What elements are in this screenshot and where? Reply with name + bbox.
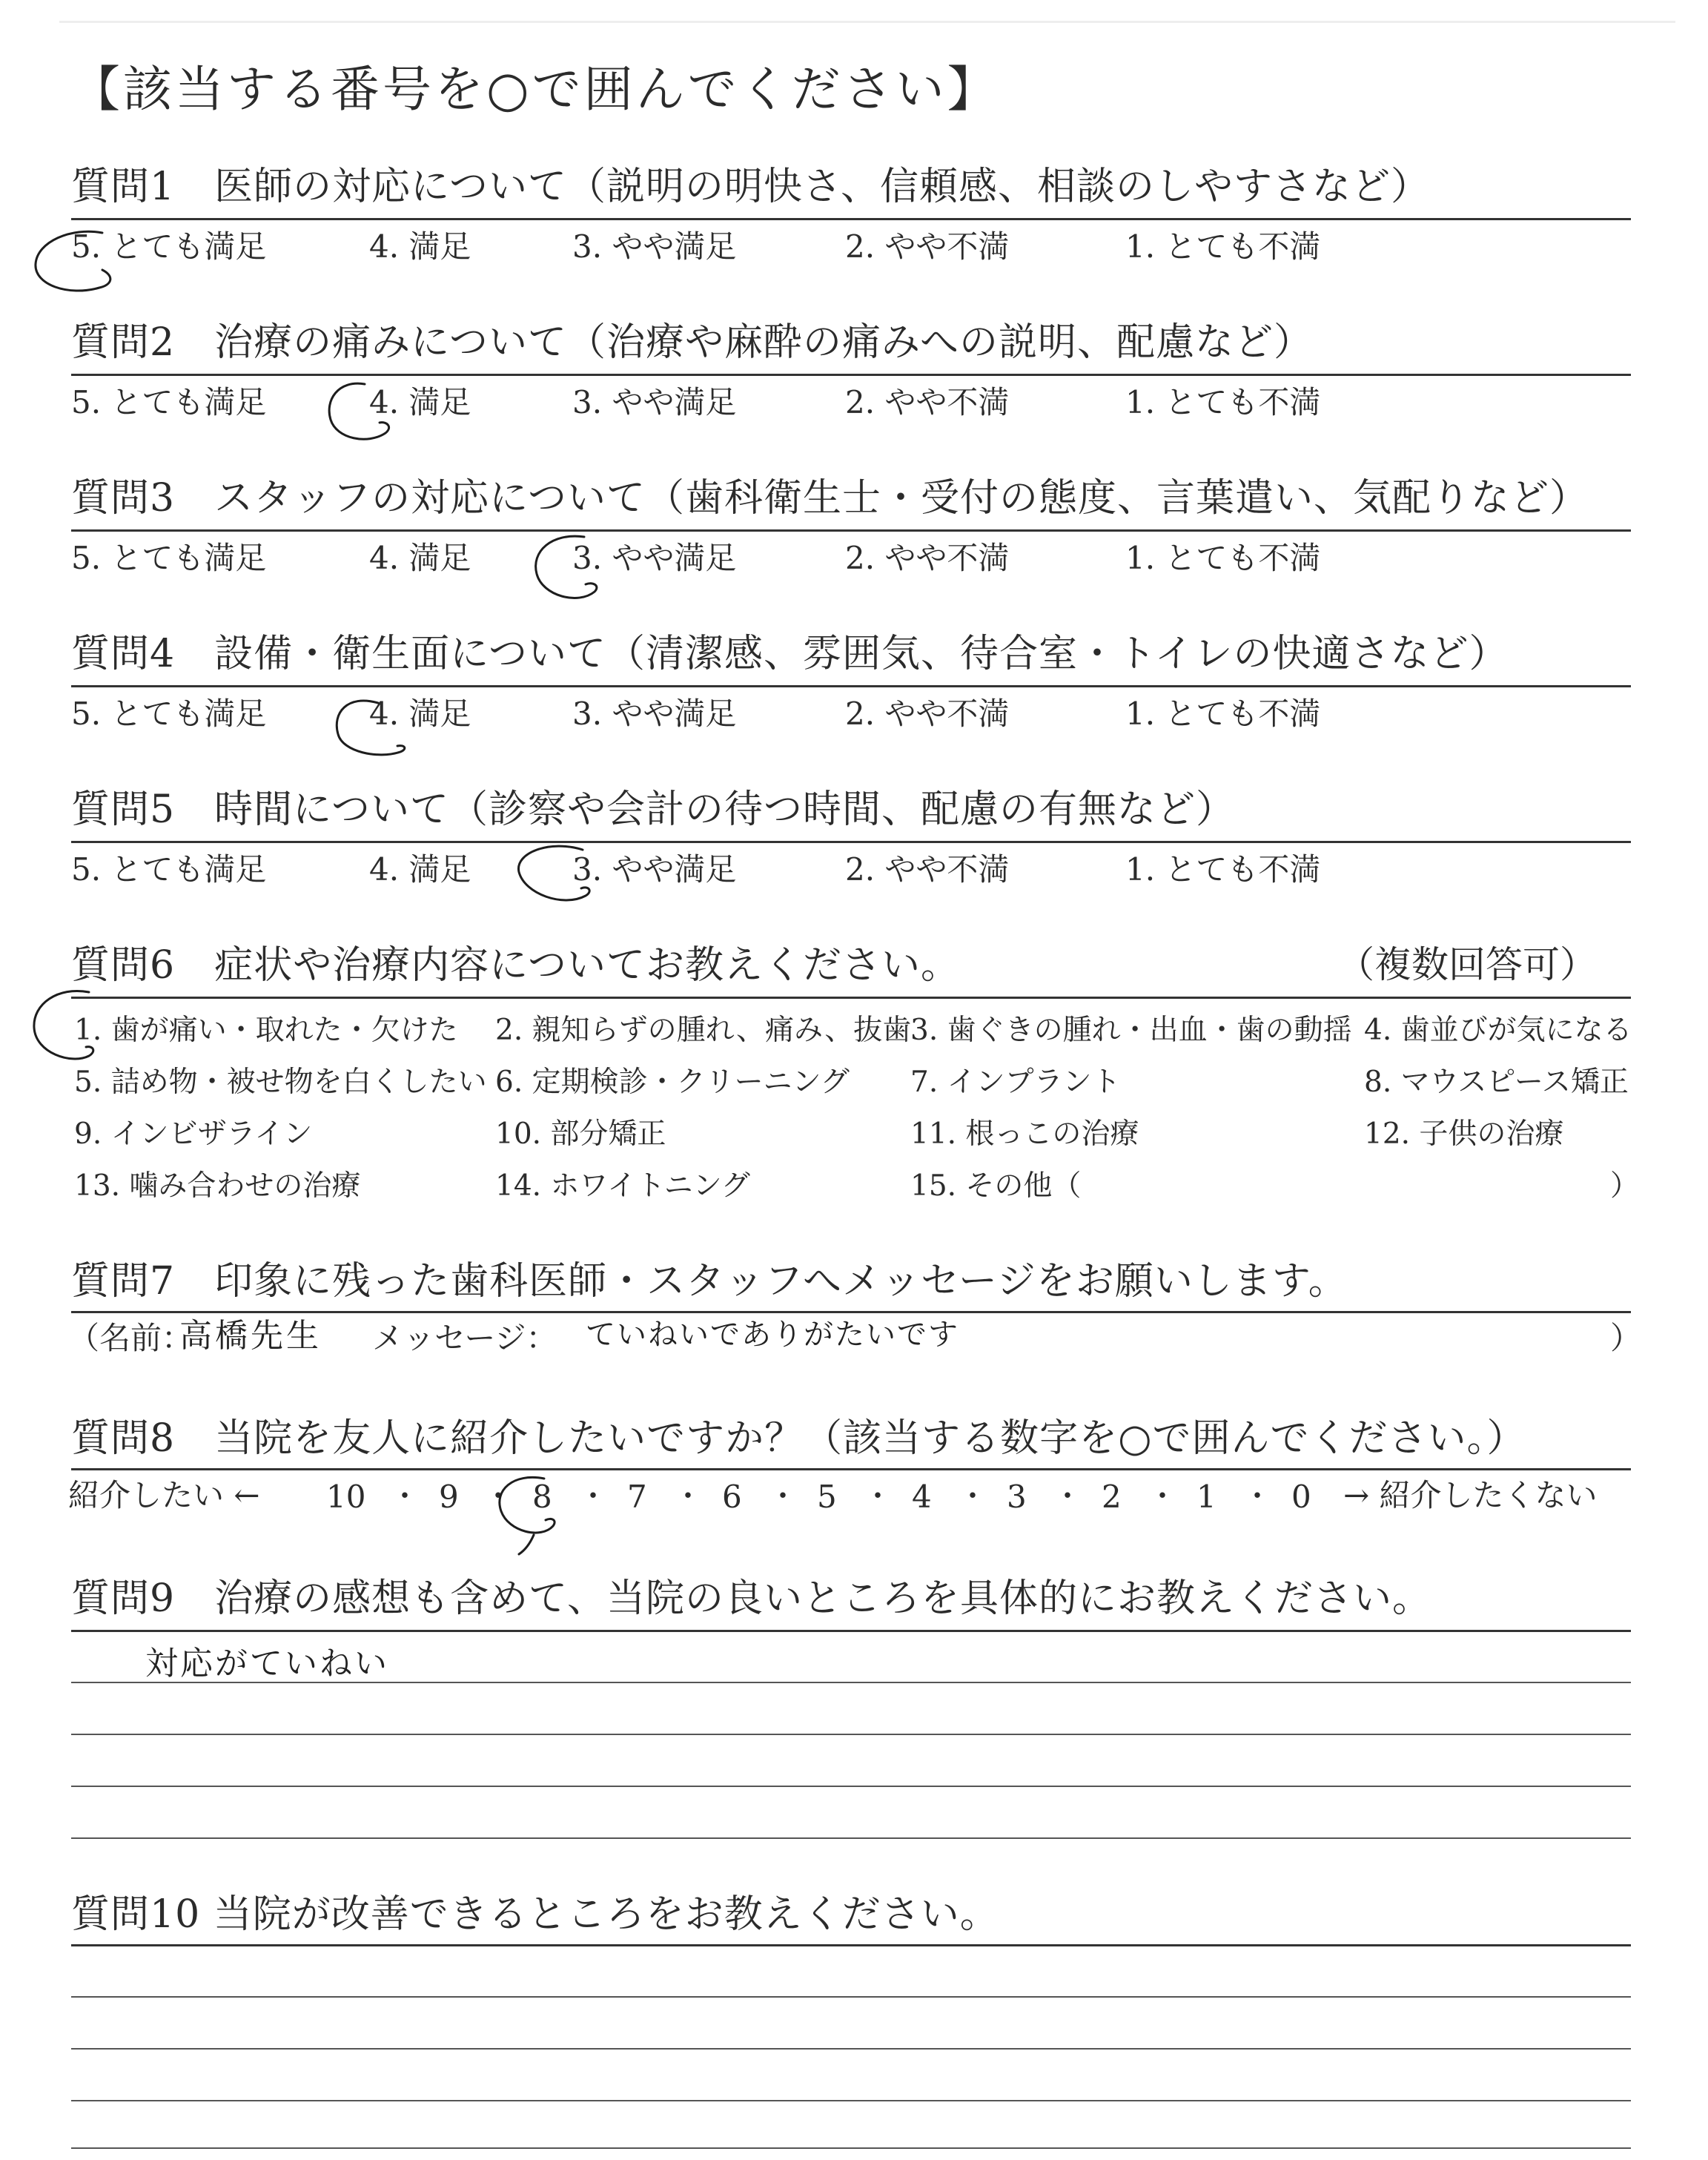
- q3-option-5[interactable]: 5. とても満足: [71, 540, 267, 576]
- q8-score-6[interactable]: 6: [722, 1479, 742, 1515]
- question-9-rule: [71, 1630, 1631, 1632]
- q9-write-line[interactable]: [71, 1837, 1631, 1839]
- q8-separator: ・: [1053, 1479, 1082, 1513]
- question-1-rule: [71, 218, 1631, 220]
- q2-option-5[interactable]: 5. とても満足: [71, 384, 267, 420]
- q8-score-3[interactable]: 3: [1007, 1479, 1027, 1515]
- top-edge-line: [59, 21, 1675, 23]
- q4-option-5[interactable]: 5. とても満足: [71, 696, 267, 732]
- q8-score-4[interactable]: 4: [912, 1479, 932, 1515]
- q8-right-label: → 紹介したくない: [1343, 1477, 1598, 1513]
- q3-option-2[interactable]: 2. やや不満: [845, 540, 1010, 576]
- q6-option-14[interactable]: 14. ホワイトニング: [495, 1169, 750, 1203]
- q8-score-10[interactable]: 10: [326, 1479, 366, 1515]
- q2-option-2[interactable]: 2. やや不満: [845, 384, 1010, 420]
- q6-option-15[interactable]: 15. その他（: [910, 1169, 1082, 1203]
- question-6-multiple-note: （複数回答可）: [1337, 943, 1597, 986]
- question-3-title: 質問3 スタッフの対応について（歯科衛生士・受付の態度、言葉遣い、気配りなど）: [71, 476, 1589, 521]
- q5-option-3[interactable]: 3. やや満足: [572, 851, 737, 888]
- q6-option-9[interactable]: 9. インビザライン: [74, 1117, 313, 1151]
- q10-write-line[interactable]: [71, 2147, 1631, 2149]
- q10-write-line[interactable]: [71, 2100, 1631, 2101]
- q8-separator: ・: [958, 1479, 987, 1513]
- question-7-rule: [71, 1311, 1631, 1313]
- q1-option-4[interactable]: 4. 満足: [369, 228, 471, 265]
- question-6-rule: [71, 997, 1631, 999]
- q5-option-5[interactable]: 5. とても満足: [71, 851, 267, 888]
- q4-option-2[interactable]: 2. やや不満: [845, 696, 1010, 732]
- q5-option-1[interactable]: 1. とても不満: [1125, 851, 1321, 888]
- q8-separator: ・: [1148, 1479, 1177, 1513]
- q7-message-label: メッセージ：: [372, 1320, 557, 1356]
- question-5-title: 質問5 時間について（診察や会計の待つ時間、配慮の有無など）: [71, 787, 1236, 832]
- q3-option-3[interactable]: 3. やや満足: [572, 540, 737, 576]
- q8-separator: ・: [768, 1479, 798, 1513]
- q8-score-2[interactable]: 2: [1102, 1479, 1122, 1515]
- q6-option-1[interactable]: 1. 歯が痛い・取れた・欠けた: [74, 1014, 458, 1047]
- q7-message-handwriting[interactable]: ていねいでありがたいです: [586, 1318, 959, 1352]
- q6-option-11[interactable]: 11. 根っこの治療: [910, 1117, 1139, 1151]
- question-8-rule: [71, 1468, 1631, 1470]
- question-3-options: [0, 540, 1708, 587]
- question-2-rule: [71, 374, 1631, 376]
- q3-option-1[interactable]: 1. とても不満: [1125, 540, 1321, 576]
- q6-option-12[interactable]: 12. 子供の治療: [1364, 1117, 1564, 1151]
- q8-score-1[interactable]: 1: [1196, 1479, 1217, 1515]
- question-2-title: 質問2 治療の痛みについて（治療や麻酔の痛みへの説明、配慮など）: [71, 320, 1314, 365]
- q4-option-4[interactable]: 4. 満足: [369, 696, 471, 732]
- question-4-rule: [71, 685, 1631, 687]
- q6-option-2[interactable]: 2. 親知らずの腫れ、痛み、抜歯: [495, 1014, 912, 1047]
- q8-score-9[interactable]: 9: [439, 1479, 459, 1515]
- q6-option-13[interactable]: 13. 噛み合わせの治療: [74, 1169, 361, 1203]
- q1-option-3[interactable]: 3. やや満足: [572, 228, 737, 265]
- q2-option-1[interactable]: 1. とても不満: [1125, 384, 1321, 420]
- q6-option-4[interactable]: 4. 歯並びが気になる: [1364, 1014, 1632, 1047]
- q8-separator: ・: [1242, 1479, 1272, 1513]
- q9-handwriting[interactable]: 対応がていねい: [145, 1645, 389, 1682]
- q8-separator: ・: [483, 1479, 513, 1513]
- question-1-title: 質問1 医師の対応について（説明の明快さ、信頼感、相談のしやすさなど）: [71, 165, 1430, 209]
- q8-separator: ・: [673, 1479, 703, 1513]
- q7-name-label: （名前：: [68, 1320, 193, 1356]
- question-3-rule: [71, 529, 1631, 532]
- q8-separator: ・: [863, 1479, 893, 1513]
- q1-option-5[interactable]: 5. とても満足: [71, 228, 267, 265]
- q8-separator: ・: [390, 1479, 420, 1513]
- q1-option-2[interactable]: 2. やや不満: [845, 228, 1010, 265]
- q6-option-7[interactable]: 7. インプラント: [910, 1066, 1121, 1099]
- q7-close-paren: ）: [1610, 1320, 1642, 1356]
- q3-option-4[interactable]: 4. 満足: [369, 540, 471, 576]
- question-5-rule: [71, 841, 1631, 843]
- q8-score-7[interactable]: 7: [627, 1479, 647, 1515]
- q2-option-4[interactable]: 4. 満足: [369, 384, 471, 420]
- q9-write-line[interactable]: [71, 1682, 1631, 1683]
- q4-option-1[interactable]: 1. とても不満: [1125, 696, 1321, 732]
- q1-option-1[interactable]: 1. とても不満: [1125, 228, 1321, 265]
- question-4-options: [0, 698, 1708, 743]
- q6-option-6[interactable]: 6. 定期検診・クリーニング: [495, 1066, 850, 1099]
- q8-score-8[interactable]: 8: [532, 1479, 552, 1515]
- q8-left-label: 紹介したい ←: [68, 1477, 260, 1513]
- question-9-title: 質問9 治療の感想も含めて、当院の良いところを具体的にお教えください。: [71, 1576, 1432, 1621]
- q6-option-3[interactable]: 3. 歯ぐきの腫れ・出血・歯の動揺: [910, 1014, 1352, 1047]
- question-6-title: 質問6 症状や治療内容についてお教えください。: [71, 943, 961, 988]
- q9-write-line[interactable]: [71, 1734, 1631, 1735]
- question-5-options: [0, 851, 1708, 899]
- question-2-options: [0, 384, 1708, 432]
- question-4-title: 質問4 設備・衛生面について（清潔感、雰囲気、待合室・トイレの快適さなど）: [71, 632, 1509, 676]
- question-10-rule: [71, 1944, 1631, 1946]
- question-7-title: 質問7 印象に残った歯科医師・スタッフへメッセージをお願いします。: [71, 1259, 1348, 1304]
- q10-write-line[interactable]: [71, 2048, 1631, 2050]
- q9-write-line[interactable]: [71, 1786, 1631, 1787]
- q6-option-10[interactable]: 10. 部分矯正: [495, 1117, 666, 1151]
- question-10-title: 質問10 当院が改善できるところをお教えください。: [71, 1892, 999, 1937]
- q5-option-4[interactable]: 4. 満足: [369, 851, 471, 888]
- q8-score-0[interactable]: 0: [1291, 1479, 1311, 1515]
- question-1-options: [0, 228, 1708, 276]
- q7-name-handwriting[interactable]: 高橋先生: [179, 1317, 322, 1355]
- page-heading: 【該当する番号を○で囲んでください】: [71, 61, 999, 118]
- q10-write-line[interactable]: [71, 1996, 1631, 1998]
- q8-score-5[interactable]: 5: [817, 1479, 837, 1515]
- q5-option-2[interactable]: 2. やや不満: [845, 851, 1010, 888]
- q4-option-3[interactable]: 3. やや満足: [572, 696, 737, 732]
- q2-option-3[interactable]: 3. やや満足: [572, 384, 737, 420]
- question-8-title: 質問8 当院を友人に紹介したいですか？（該当する数字を○で囲んでください。）: [71, 1416, 1526, 1461]
- q6-option-5[interactable]: 5. 詰め物・被せ物を白くしたい: [74, 1066, 487, 1099]
- q6-other-close-paren: ）: [1610, 1169, 1640, 1203]
- q8-separator: ・: [578, 1479, 608, 1513]
- q6-option-8[interactable]: 8. マウスピース矯正: [1364, 1066, 1629, 1099]
